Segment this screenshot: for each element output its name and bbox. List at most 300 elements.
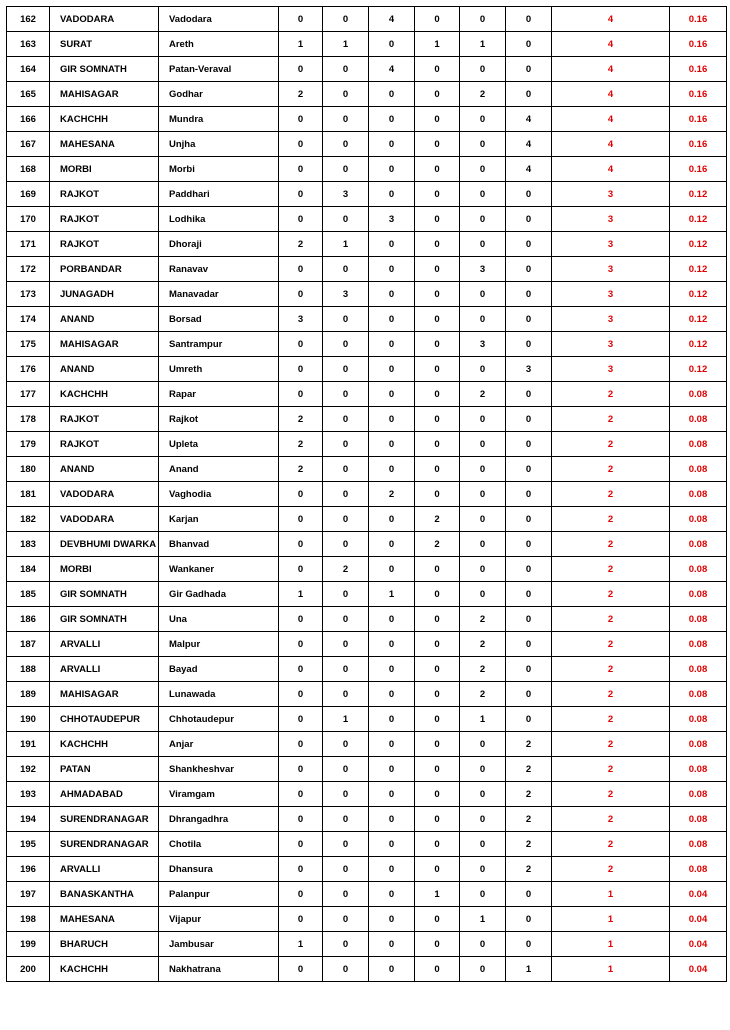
count-cell: 0 — [460, 782, 506, 807]
percent-cell: 0.04 — [670, 882, 727, 907]
count-cell: 0 — [323, 482, 369, 507]
count-cell: 0 — [506, 282, 552, 307]
district-cell: ARVALLI — [50, 657, 159, 682]
taluka-cell: Vijapur — [159, 907, 279, 932]
percent-cell: 0.08 — [670, 532, 727, 557]
count-cell: 0 — [279, 132, 323, 157]
taluka-cell: Morbi — [159, 157, 279, 182]
count-cell: 0 — [506, 932, 552, 957]
district-cell: SURENDRANAGAR — [50, 807, 159, 832]
count-cell: 0 — [506, 57, 552, 82]
count-cell: 0 — [506, 232, 552, 257]
taluka-cell: Vaghodia — [159, 482, 279, 507]
count-cell: 1 — [460, 907, 506, 932]
count-cell: 0 — [323, 832, 369, 857]
district-cell: VADODARA — [50, 482, 159, 507]
count-cell: 0 — [323, 507, 369, 532]
count-cell: 0 — [506, 432, 552, 457]
table-row — [7, 57, 727, 82]
total-cell: 4 — [552, 132, 670, 157]
count-cell: 0 — [506, 482, 552, 507]
count-cell: 0 — [415, 207, 460, 232]
serial-no-cell: 163 — [7, 32, 50, 57]
percent-cell: 0.04 — [670, 932, 727, 957]
table-row — [7, 957, 727, 982]
taluka-cell: Borsad — [159, 307, 279, 332]
total-cell: 2 — [552, 482, 670, 507]
count-cell: 0 — [460, 757, 506, 782]
count-cell: 0 — [279, 657, 323, 682]
count-cell: 0 — [369, 907, 415, 932]
district-cell: PORBANDAR — [50, 257, 159, 282]
count-cell: 0 — [323, 607, 369, 632]
count-cell: 0 — [506, 707, 552, 732]
taluka-cell: Shankheshvar — [159, 757, 279, 782]
table-row — [7, 907, 727, 932]
count-cell: 0 — [460, 432, 506, 457]
serial-no-cell: 196 — [7, 857, 50, 882]
count-cell: 3 — [506, 357, 552, 382]
count-cell: 1 — [415, 882, 460, 907]
total-cell: 3 — [552, 182, 670, 207]
count-cell: 0 — [323, 932, 369, 957]
total-cell: 2 — [552, 757, 670, 782]
percent-cell: 0.08 — [670, 607, 727, 632]
district-cell: AHMADABAD — [50, 782, 159, 807]
count-cell: 0 — [415, 707, 460, 732]
count-cell: 0 — [415, 757, 460, 782]
count-cell: 0 — [369, 157, 415, 182]
total-cell: 2 — [552, 732, 670, 757]
count-cell: 0 — [460, 482, 506, 507]
taluka-cell: Dhoraji — [159, 232, 279, 257]
district-cell: MAHISAGAR — [50, 682, 159, 707]
percent-cell: 0.08 — [670, 857, 727, 882]
count-cell: 4 — [506, 107, 552, 132]
count-cell: 0 — [506, 632, 552, 657]
count-cell: 0 — [460, 457, 506, 482]
count-cell: 0 — [369, 707, 415, 732]
count-cell: 0 — [415, 932, 460, 957]
count-cell: 0 — [460, 282, 506, 307]
total-cell: 1 — [552, 932, 670, 957]
total-cell: 2 — [552, 407, 670, 432]
count-cell: 0 — [415, 907, 460, 932]
count-cell: 2 — [460, 382, 506, 407]
serial-no-cell: 190 — [7, 707, 50, 732]
serial-no-cell: 182 — [7, 507, 50, 532]
count-cell: 0 — [279, 482, 323, 507]
taluka-cell: Ranavav — [159, 257, 279, 282]
taluka-cell: Vadodara — [159, 7, 279, 32]
taluka-cell: Anjar — [159, 732, 279, 757]
district-cell: ARVALLI — [50, 857, 159, 882]
count-cell: 0 — [506, 557, 552, 582]
count-cell: 0 — [506, 307, 552, 332]
count-cell: 0 — [415, 857, 460, 882]
percent-cell: 0.08 — [670, 457, 727, 482]
count-cell: 0 — [279, 607, 323, 632]
percent-cell: 0.12 — [670, 182, 727, 207]
taluka-cell: Chotila — [159, 832, 279, 857]
count-cell: 0 — [460, 932, 506, 957]
district-cell: MORBI — [50, 557, 159, 582]
table-row — [7, 282, 727, 307]
table-row — [7, 607, 727, 632]
count-cell: 2 — [415, 532, 460, 557]
count-cell: 0 — [460, 557, 506, 582]
count-cell: 0 — [369, 557, 415, 582]
serial-no-cell: 177 — [7, 382, 50, 407]
count-cell: 0 — [369, 507, 415, 532]
serial-no-cell: 198 — [7, 907, 50, 932]
count-cell: 0 — [460, 882, 506, 907]
total-cell: 3 — [552, 232, 670, 257]
serial-no-cell: 184 — [7, 557, 50, 582]
count-cell: 0 — [279, 832, 323, 857]
count-cell: 0 — [369, 407, 415, 432]
count-cell: 1 — [369, 582, 415, 607]
count-cell: 2 — [460, 657, 506, 682]
serial-no-cell: 173 — [7, 282, 50, 307]
count-cell: 0 — [415, 157, 460, 182]
count-cell: 2 — [506, 782, 552, 807]
table-row — [7, 32, 727, 57]
count-cell: 0 — [279, 382, 323, 407]
count-cell: 2 — [323, 557, 369, 582]
table-body — [7, 7, 727, 982]
count-cell: 0 — [415, 432, 460, 457]
total-cell: 2 — [552, 682, 670, 707]
table-row — [7, 582, 727, 607]
table-row — [7, 657, 727, 682]
percent-cell: 0.16 — [670, 82, 727, 107]
count-cell: 2 — [279, 432, 323, 457]
percent-cell: 0.08 — [670, 782, 727, 807]
percent-cell: 0.08 — [670, 432, 727, 457]
count-cell: 0 — [369, 307, 415, 332]
count-cell: 0 — [415, 657, 460, 682]
district-cell: PATAN — [50, 757, 159, 782]
count-cell: 0 — [279, 57, 323, 82]
count-cell: 0 — [506, 582, 552, 607]
count-cell: 0 — [279, 907, 323, 932]
table-row — [7, 507, 727, 532]
district-cell: MAHISAGAR — [50, 82, 159, 107]
serial-no-cell: 164 — [7, 57, 50, 82]
district-cell: MAHISAGAR — [50, 332, 159, 357]
count-cell: 0 — [415, 132, 460, 157]
percent-cell: 0.08 — [670, 632, 727, 657]
count-cell: 3 — [279, 307, 323, 332]
percent-cell: 0.16 — [670, 32, 727, 57]
count-cell: 0 — [369, 82, 415, 107]
taluka-cell: Patan-Veraval — [159, 57, 279, 82]
count-cell: 0 — [323, 407, 369, 432]
count-cell: 0 — [415, 607, 460, 632]
serial-no-cell: 175 — [7, 332, 50, 357]
count-cell: 0 — [369, 857, 415, 882]
total-cell: 2 — [552, 557, 670, 582]
count-cell: 0 — [506, 882, 552, 907]
taluka-cell: Upleta — [159, 432, 279, 457]
count-cell: 0 — [415, 957, 460, 982]
taluka-cell: Jambusar — [159, 932, 279, 957]
count-cell: 0 — [460, 857, 506, 882]
count-cell: 0 — [369, 832, 415, 857]
serial-no-cell: 189 — [7, 682, 50, 707]
percent-cell: 0.12 — [670, 207, 727, 232]
district-cell: SURENDRANAGAR — [50, 832, 159, 857]
count-cell: 0 — [415, 632, 460, 657]
total-cell: 2 — [552, 782, 670, 807]
count-cell: 0 — [323, 107, 369, 132]
percent-cell: 0.12 — [670, 282, 727, 307]
district-cell: RAJKOT — [50, 182, 159, 207]
count-cell: 0 — [323, 57, 369, 82]
count-cell: 1 — [415, 32, 460, 57]
count-cell: 0 — [369, 32, 415, 57]
total-cell: 4 — [552, 157, 670, 182]
table-row — [7, 207, 727, 232]
taluka-cell: Unjha — [159, 132, 279, 157]
serial-no-cell: 195 — [7, 832, 50, 857]
taluka-cell: Rapar — [159, 382, 279, 407]
count-cell: 0 — [323, 7, 369, 32]
serial-no-cell: 162 — [7, 7, 50, 32]
count-cell: 0 — [369, 957, 415, 982]
serial-no-cell: 197 — [7, 882, 50, 907]
count-cell: 3 — [369, 207, 415, 232]
taluka-cell: Malpur — [159, 632, 279, 657]
serial-no-cell: 168 — [7, 157, 50, 182]
count-cell: 2 — [460, 607, 506, 632]
table-row — [7, 857, 727, 882]
data-table — [6, 6, 727, 982]
serial-no-cell: 191 — [7, 732, 50, 757]
count-cell: 0 — [415, 357, 460, 382]
count-cell: 0 — [369, 807, 415, 832]
count-cell: 0 — [460, 807, 506, 832]
percent-cell: 0.08 — [670, 807, 727, 832]
total-cell: 3 — [552, 332, 670, 357]
taluka-cell: Bayad — [159, 657, 279, 682]
taluka-cell: Nakhatrana — [159, 957, 279, 982]
count-cell: 0 — [506, 607, 552, 632]
count-cell: 0 — [506, 532, 552, 557]
count-cell: 0 — [460, 132, 506, 157]
table-row — [7, 882, 727, 907]
district-cell: RAJKOT — [50, 407, 159, 432]
total-cell: 2 — [552, 607, 670, 632]
table-row — [7, 532, 727, 557]
count-cell: 0 — [279, 7, 323, 32]
table-row — [7, 182, 727, 207]
count-cell: 0 — [369, 532, 415, 557]
count-cell: 1 — [279, 32, 323, 57]
taluka-cell: Santrampur — [159, 332, 279, 357]
taluka-cell: Rajkot — [159, 407, 279, 432]
count-cell: 0 — [369, 232, 415, 257]
district-cell: KACHCHH — [50, 957, 159, 982]
serial-no-cell: 178 — [7, 407, 50, 432]
total-cell: 2 — [552, 857, 670, 882]
taluka-cell: Lunawada — [159, 682, 279, 707]
count-cell: 1 — [506, 957, 552, 982]
count-cell: 0 — [279, 807, 323, 832]
count-cell: 2 — [506, 757, 552, 782]
district-cell: MAHESANA — [50, 907, 159, 932]
count-cell: 0 — [323, 157, 369, 182]
count-cell: 2 — [460, 82, 506, 107]
count-cell: 0 — [369, 607, 415, 632]
count-cell: 0 — [279, 782, 323, 807]
count-cell: 0 — [506, 182, 552, 207]
count-cell: 2 — [279, 407, 323, 432]
count-cell: 0 — [369, 182, 415, 207]
total-cell: 3 — [552, 307, 670, 332]
percent-cell: 0.08 — [670, 832, 727, 857]
count-cell: 0 — [279, 732, 323, 757]
count-cell: 0 — [369, 882, 415, 907]
count-cell: 0 — [279, 107, 323, 132]
district-cell: ANAND — [50, 357, 159, 382]
taluka-cell: Gir Gadhada — [159, 582, 279, 607]
count-cell: 0 — [460, 507, 506, 532]
total-cell: 1 — [552, 957, 670, 982]
count-cell: 0 — [279, 182, 323, 207]
count-cell: 0 — [279, 557, 323, 582]
count-cell: 0 — [506, 32, 552, 57]
count-cell: 1 — [323, 32, 369, 57]
count-cell: 0 — [369, 357, 415, 382]
count-cell: 0 — [415, 682, 460, 707]
taluka-cell: Dhansura — [159, 857, 279, 882]
count-cell: 0 — [506, 332, 552, 357]
serial-no-cell: 187 — [7, 632, 50, 657]
total-cell: 3 — [552, 282, 670, 307]
table-row — [7, 632, 727, 657]
count-cell: 0 — [323, 432, 369, 457]
district-cell: RAJKOT — [50, 232, 159, 257]
count-cell: 0 — [369, 132, 415, 157]
district-cell: BANASKANTHA — [50, 882, 159, 907]
count-cell: 2 — [506, 857, 552, 882]
percent-cell: 0.04 — [670, 907, 727, 932]
percent-cell: 0.16 — [670, 7, 727, 32]
percent-cell: 0.16 — [670, 107, 727, 132]
serial-no-cell: 199 — [7, 932, 50, 957]
count-cell: 0 — [415, 307, 460, 332]
count-cell: 0 — [460, 7, 506, 32]
taluka-cell: Viramgam — [159, 782, 279, 807]
count-cell: 0 — [460, 157, 506, 182]
count-cell: 2 — [460, 682, 506, 707]
count-cell: 0 — [279, 957, 323, 982]
table-row — [7, 7, 727, 32]
district-cell: DEVBHUMI DWARKA — [50, 532, 159, 557]
taluka-cell: Areth — [159, 32, 279, 57]
district-cell: CHHOTAUDEPUR — [50, 707, 159, 732]
count-cell: 0 — [369, 107, 415, 132]
total-cell: 1 — [552, 907, 670, 932]
percent-cell: 0.12 — [670, 307, 727, 332]
district-cell: KACHCHH — [50, 732, 159, 757]
table-row — [7, 132, 727, 157]
district-cell: GIR SOMNATH — [50, 607, 159, 632]
table-row — [7, 757, 727, 782]
serial-no-cell: 180 — [7, 457, 50, 482]
total-cell: 2 — [552, 507, 670, 532]
serial-no-cell: 185 — [7, 582, 50, 607]
count-cell: 0 — [279, 157, 323, 182]
table-row — [7, 232, 727, 257]
district-cell: BHARUCH — [50, 932, 159, 957]
district-cell: JUNAGADH — [50, 282, 159, 307]
count-cell: 0 — [323, 207, 369, 232]
count-cell: 0 — [323, 657, 369, 682]
table-row — [7, 82, 727, 107]
count-cell: 0 — [415, 57, 460, 82]
taluka-cell: Godhar — [159, 82, 279, 107]
table-row — [7, 157, 727, 182]
count-cell: 0 — [323, 382, 369, 407]
count-cell: 0 — [415, 782, 460, 807]
serial-no-cell: 194 — [7, 807, 50, 832]
percent-cell: 0.16 — [670, 132, 727, 157]
count-cell: 0 — [279, 707, 323, 732]
total-cell: 4 — [552, 7, 670, 32]
total-cell: 2 — [552, 832, 670, 857]
count-cell: 0 — [323, 882, 369, 907]
district-cell: MAHESANA — [50, 132, 159, 157]
count-cell: 2 — [279, 457, 323, 482]
count-cell: 0 — [506, 507, 552, 532]
total-cell: 2 — [552, 457, 670, 482]
table-row — [7, 107, 727, 132]
count-cell: 2 — [460, 632, 506, 657]
taluka-cell: Umreth — [159, 357, 279, 382]
percent-cell: 0.08 — [670, 732, 727, 757]
count-cell: 0 — [460, 57, 506, 82]
count-cell: 3 — [460, 332, 506, 357]
serial-no-cell: 166 — [7, 107, 50, 132]
taluka-cell: Palanpur — [159, 882, 279, 907]
count-cell: 0 — [323, 907, 369, 932]
table-row — [7, 932, 727, 957]
percent-cell: 0.08 — [670, 757, 727, 782]
count-cell: 0 — [369, 732, 415, 757]
count-cell: 0 — [460, 957, 506, 982]
count-cell: 0 — [323, 307, 369, 332]
count-cell: 1 — [460, 32, 506, 57]
count-cell: 0 — [415, 332, 460, 357]
count-cell: 0 — [369, 757, 415, 782]
count-cell: 0 — [369, 457, 415, 482]
count-cell: 0 — [323, 807, 369, 832]
count-cell: 0 — [323, 332, 369, 357]
count-cell: 0 — [460, 307, 506, 332]
count-cell: 0 — [415, 82, 460, 107]
count-cell: 0 — [279, 207, 323, 232]
count-cell: 2 — [279, 82, 323, 107]
count-cell: 0 — [415, 232, 460, 257]
total-cell: 4 — [552, 32, 670, 57]
count-cell: 0 — [369, 932, 415, 957]
district-cell: VADODARA — [50, 7, 159, 32]
count-cell: 0 — [460, 407, 506, 432]
count-cell: 0 — [323, 532, 369, 557]
